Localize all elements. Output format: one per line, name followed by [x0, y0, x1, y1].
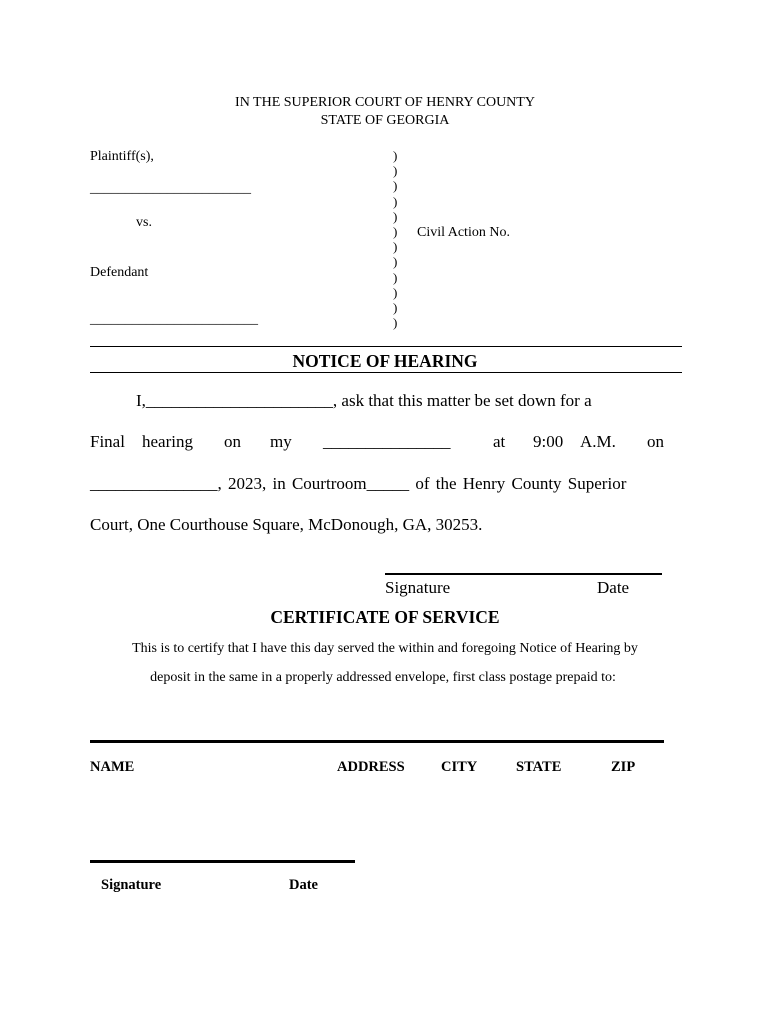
state-name: STATE OF GEORGIA	[320, 113, 450, 128]
notice-word: at	[493, 432, 506, 451]
notice-line-3: _______________, 2023, in Courtroom_____ of the Henry County Superior	[90, 474, 627, 493]
court-name: IN THE SUPERIOR COURT OF HENRY COUNTY	[235, 95, 535, 110]
versus-label: vs.	[136, 215, 152, 230]
recipient-line	[90, 740, 664, 743]
notice-word: on	[647, 432, 664, 451]
notice-word: my	[270, 432, 292, 451]
certificate-signature-line	[90, 860, 355, 863]
notice-word: A.M.	[580, 432, 616, 451]
certificate-title: CERTIFICATE OF SERVICE	[270, 607, 500, 627]
hearing-date-blank: _______________	[323, 432, 451, 451]
caption-paren-column: ) ) ) ) ) ) ) ) ) ) ) )	[393, 148, 398, 331]
certificate-signature-label: Signature	[101, 877, 162, 893]
notice-signature-label: Signature	[385, 578, 451, 597]
defendant-name-blank: ________________________	[90, 312, 258, 327]
title-bottom-rule	[90, 372, 682, 373]
notice-date-label: Date	[597, 578, 630, 597]
notice-word: hearing	[142, 432, 193, 451]
notice-word: on	[224, 432, 241, 451]
notice-word: Final	[90, 432, 125, 451]
notice-line-1: I,______________________, ask that this matter be set down for a	[136, 391, 592, 410]
column-address: ADDRESS	[337, 759, 405, 775]
plaintiff-label: Plaintiff(s),	[90, 149, 154, 164]
column-zip: ZIP	[611, 759, 636, 775]
notice-signature-line	[385, 573, 662, 575]
column-city: CITY	[441, 759, 478, 775]
defendant-label: Defendant	[90, 265, 149, 280]
notice-line-4: Court, One Courthouse Square, McDonough, GA, 30253.	[90, 515, 483, 534]
certificate-text-line-1: This is to certify that I have this day served the within and foregoing Notice of Hearing by	[132, 641, 638, 656]
certificate-date-label: Date	[289, 877, 318, 893]
title-top-rule	[90, 346, 682, 347]
notice-title: NOTICE OF HEARING	[292, 351, 478, 371]
column-name: NAME	[90, 759, 135, 775]
plaintiff-name-blank: _______________________	[90, 181, 251, 196]
certificate-text-line-2: deposit in the same in a properly addressed envelope, first class postage prepaid to:	[150, 670, 616, 685]
column-state: STATE	[516, 759, 562, 775]
civil-action-label: Civil Action No.	[417, 225, 510, 240]
hearing-time: 9:00	[533, 432, 564, 451]
